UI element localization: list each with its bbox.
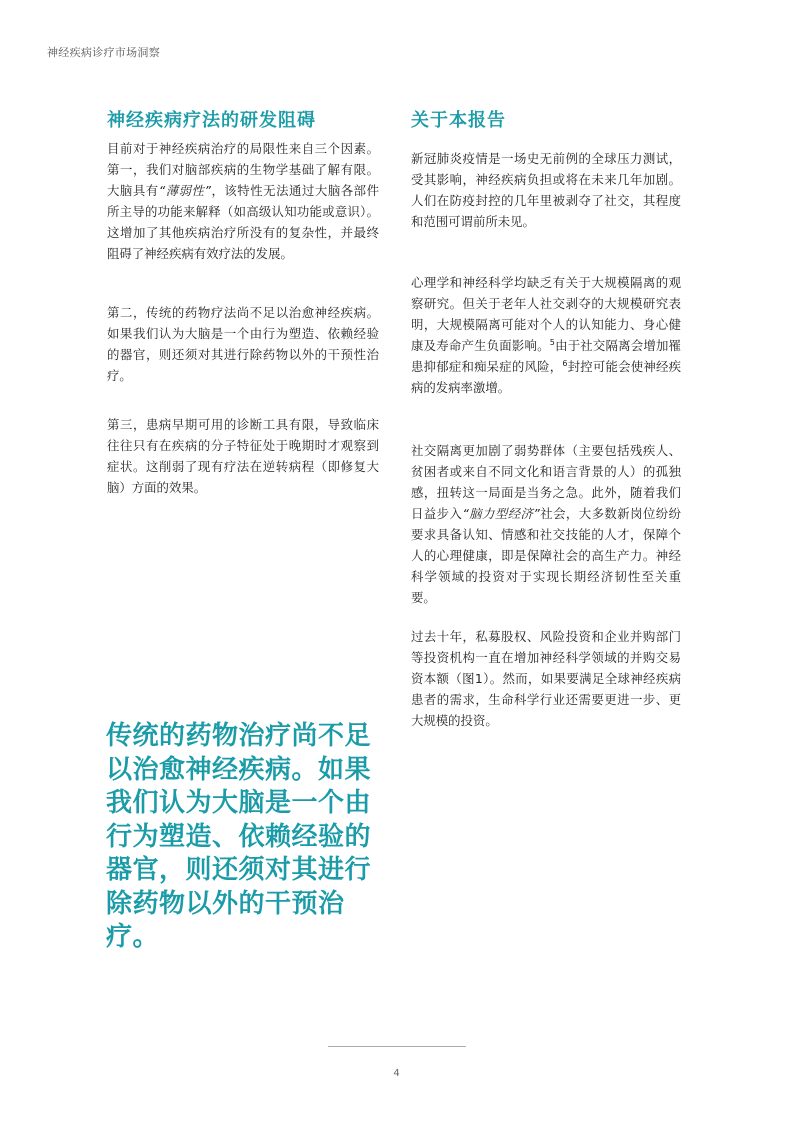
footnote-ref-5[interactable]: 5 — [549, 337, 555, 347]
page-number: 4 — [393, 1068, 400, 1079]
emphasis-term: “脑力型经济” — [462, 506, 540, 521]
footer-divider — [328, 1046, 466, 1047]
paragraph-barriers-2: 第二，传统的药物疗法尚不足以治愈神经疾病。如果我们认为大脑是一个由行为塑造、依赖经验的器官，则还须对其进行除药物以外的干预性治疗。 — [107, 305, 379, 383]
text-run: 封控可能会使神经疾病的发病率激增。 — [411, 359, 681, 395]
emphasis-term: “薄弱性” — [158, 183, 211, 198]
pull-quote: 传统的药物治疗尚不足以治愈神经疾病。如果我们认为大脑是一个由行为塑造、依赖经验的器官，则还须对其进行除药物以外的干预治疗。 — [106, 721, 372, 952]
text-run: 社交隔离更加剧了弱势群体（主要包括残疾人、贫困者或来自不同文化和语言背景的人）的孤独感，扭转这一局面是当务之急。此外，随着我们日益步入 — [411, 443, 681, 521]
paragraph-about-4: 过去十年，私募股权、风险投资和企业并购部门等投资机构一直在增加神经科学领域的并购交易资本额（图1）。然而，如果要满足全球神经疾病患者的需求，生命科学行业还需要更进一步、更大规模的投资。 — [411, 629, 681, 728]
section-title-about-report: 关于本报告 — [411, 110, 506, 131]
paragraph-barriers-3: 第三，患病早期可用的诊断工具有限，导致临床往往只有在疾病的分子特征处于晚期时才观察到症状。这削弱了现有疗法在逆转病程（即修复大脑）方面的效果。 — [107, 417, 379, 495]
text-run: ，该特性无法通过大脑各部件所主导的功能来解释（如高级认知功能或意识）。这增加了其他疾病治疗所没有的复杂性，并最终阻碍了神经疾病有效疗法的发展。 — [107, 183, 380, 261]
running-header: 神经疾病诊疗市场洞察 — [47, 46, 160, 59]
section-title-barriers: 神经疾病疗法的研发阻碍 — [107, 110, 316, 131]
text-run: 由于社交隔离会增加罹患抑郁症和痴呆症的风险， — [411, 338, 682, 374]
text-run: 社会，大多数新岗位纷纷要求具备认知、情感和社交技能的人才，保障个人的心理健康，即是保障社会的高生产力。神经科学领域的投资对于实现长期经济韧性至关重要。 — [411, 506, 682, 605]
paragraph-barriers-1 — [107, 138, 379, 264]
text-run: 目前对于神经疾病治疗的局限性来自三个因素。第一，我们对脑部疾病的生物学基础了解有限。大脑具有 — [107, 141, 379, 198]
footnote-ref-6[interactable]: 6 — [562, 358, 568, 368]
text-run: 心理学和神经科学均缺乏有关于大规模隔离的观察研究。但关于老年人社交剥夺的大规模研究表明，大规模隔离可能对个人的认知能力、身心健康及寿命产生负面影响。 — [411, 275, 681, 353]
paragraph-about-2 — [411, 272, 681, 398]
paragraph-about-3 — [411, 440, 681, 608]
paragraph-about-1: 新冠肺炎疫情是一场史无前例的全球压力测试，受其影响，神经疾病负担或将在未来几年加剧。人们在防疫封控的几年里被剥夺了社交，其程度和范围可谓前所未见。 — [411, 151, 681, 229]
